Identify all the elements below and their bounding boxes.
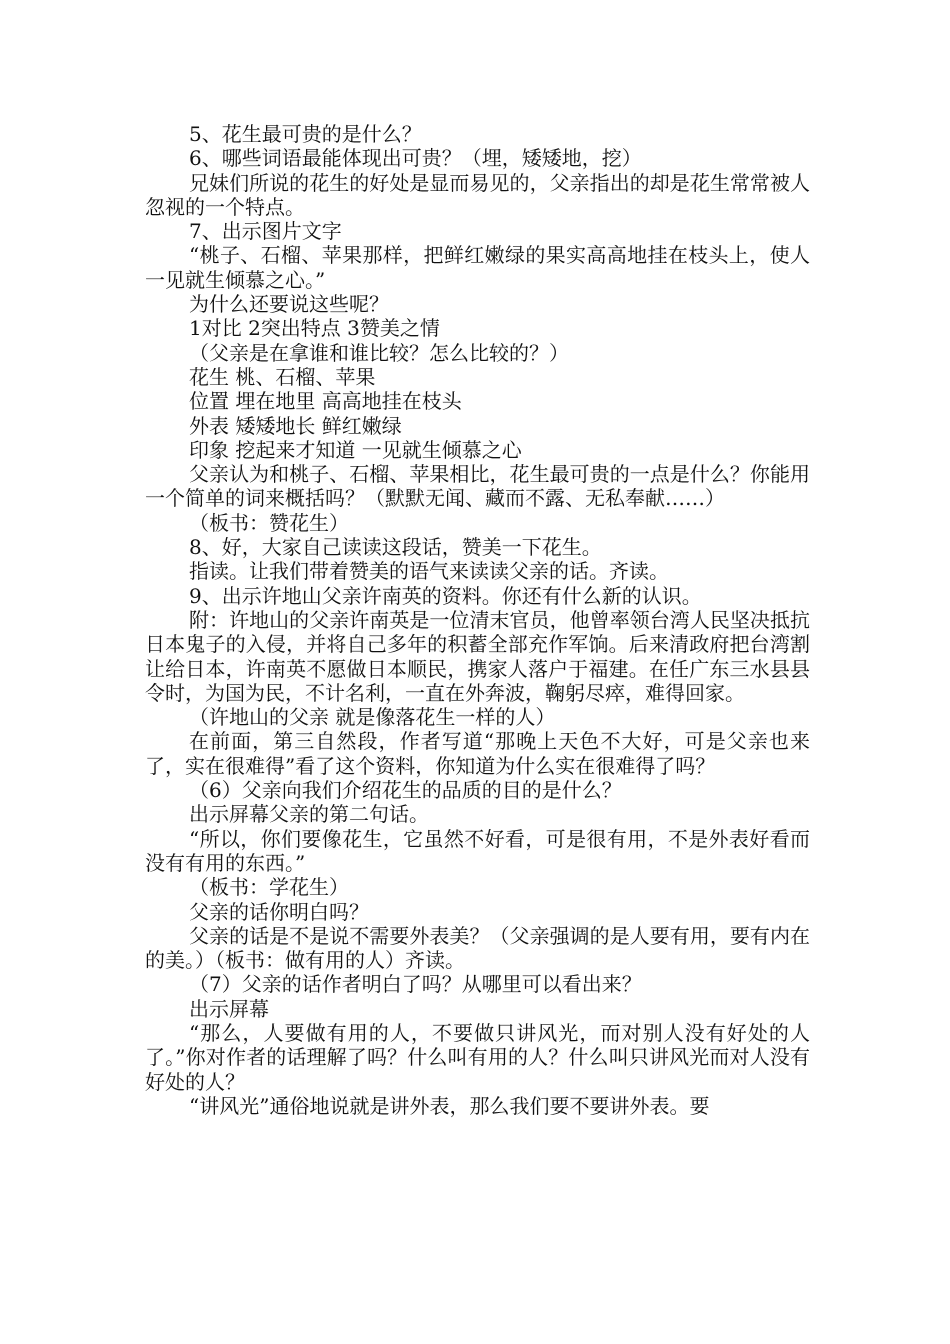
document-page [145, 122, 810, 1118]
paragraph: 在前面，第三自然段，作者写道“那晚上天色不大好，可是父亲也来了，实在很难得”看了这个资料，你知道为什么实在很难得了吗？ [145, 729, 810, 778]
paragraph: 父亲的话你明白吗？ [189, 899, 369, 924]
paragraph: 9、出示许地山父亲许南英的资料。你还有什么新的认识。 [189, 583, 702, 608]
paragraph: 1对比 2突出特点 3赞美之情 [189, 316, 440, 341]
paragraph: 7、出示图片文字 [189, 219, 342, 244]
paragraph: （板书：赞花生） [189, 510, 349, 535]
paragraph: “讲风光”通俗地说就是讲外表，那么我们要不要讲外表。要 [189, 1093, 710, 1118]
paragraph: 为什么还要说这些呢？ [189, 292, 389, 317]
paragraph: 8、好，大家自己读读这段话，赞美一下花生。 [189, 535, 602, 560]
paragraph: 外表 矮矮地长 鲜红嫩绿 [189, 413, 402, 438]
paragraph: 附：许地山的父亲许南英是一位清末官员，他曾率领台湾人民坚决抵抗日本鬼子的入侵，并将自己多年的积蓄全部充作军饷。后来清政府把台湾割让给日本，许南英不愿做日本顺民，携家人落户于福建。在任广东三水县县令时，为国为民，不计名利，一直在外奔波，鞠躬尽瘁，难得回家。 [145, 607, 810, 705]
paragraph: 出示屏幕父亲的第二句话。 [189, 802, 429, 827]
paragraph: （7）父亲的话作者明白了吗？从哪里可以看出来？ [189, 972, 642, 997]
paragraph: 兄妹们所说的花生的好处是显而易见的，父亲指出的却是花生常常被人忽视的一个特点。 [145, 170, 810, 219]
paragraph: （许地山的父亲 就是像落花生一样的人） [189, 705, 556, 730]
paragraph: 印象 挖起来才知道 一见就生倾慕之心 [189, 437, 522, 462]
paragraph: 6、哪些词语最能体现出可贵？（埋，矮矮地，挖） [189, 146, 642, 171]
paragraph: 指读。让我们带着赞美的语气来读读父亲的话。齐读。 [189, 559, 669, 584]
paragraph: （父亲是在拿谁和谁比较？怎么比较的？） [189, 340, 569, 365]
paragraph: （6）父亲向我们介绍花生的品质的目的是什么？ [189, 778, 622, 803]
paragraph: 位置 埋在地里 高高地挂在枝头 [189, 389, 462, 414]
paragraph: 花生 桃、石榴、苹果 [189, 364, 376, 389]
paragraph: “所以，你们要像花生，它虽然不好看，可是很有用，不是外表好看而没有有用的东西。” [145, 826, 810, 875]
paragraph: “桃子、石榴、苹果那样，把鲜红嫩绿的果实高高地挂在枝头上，使人一见就生倾慕之心。” [145, 243, 810, 292]
paragraph: 5、花生最可贵的是什么？ [189, 122, 422, 146]
paragraph: 出示屏幕 [189, 996, 269, 1021]
paragraph: 父亲的话是不是说不需要外表美？（父亲强调的是人要有用，要有内在的美。）（板书：做有用的人）齐读。 [145, 923, 810, 973]
paragraph: （板书：学花生） [189, 875, 349, 900]
paragraph: 父亲认为和桃子、石榴、苹果相比，花生最可贵的一点是什么？你能用一个简单的词来概括吗？（默默无闻、藏而不露、无私奉献……） [145, 462, 810, 511]
paragraph: “那么，人要做有用的人，不要做只讲风光，而对别人没有好处的人了。”你对作者的话理解了吗？什么叫有用的人？什么叫只讲风光而对人没有好处的人？ [145, 1020, 810, 1094]
